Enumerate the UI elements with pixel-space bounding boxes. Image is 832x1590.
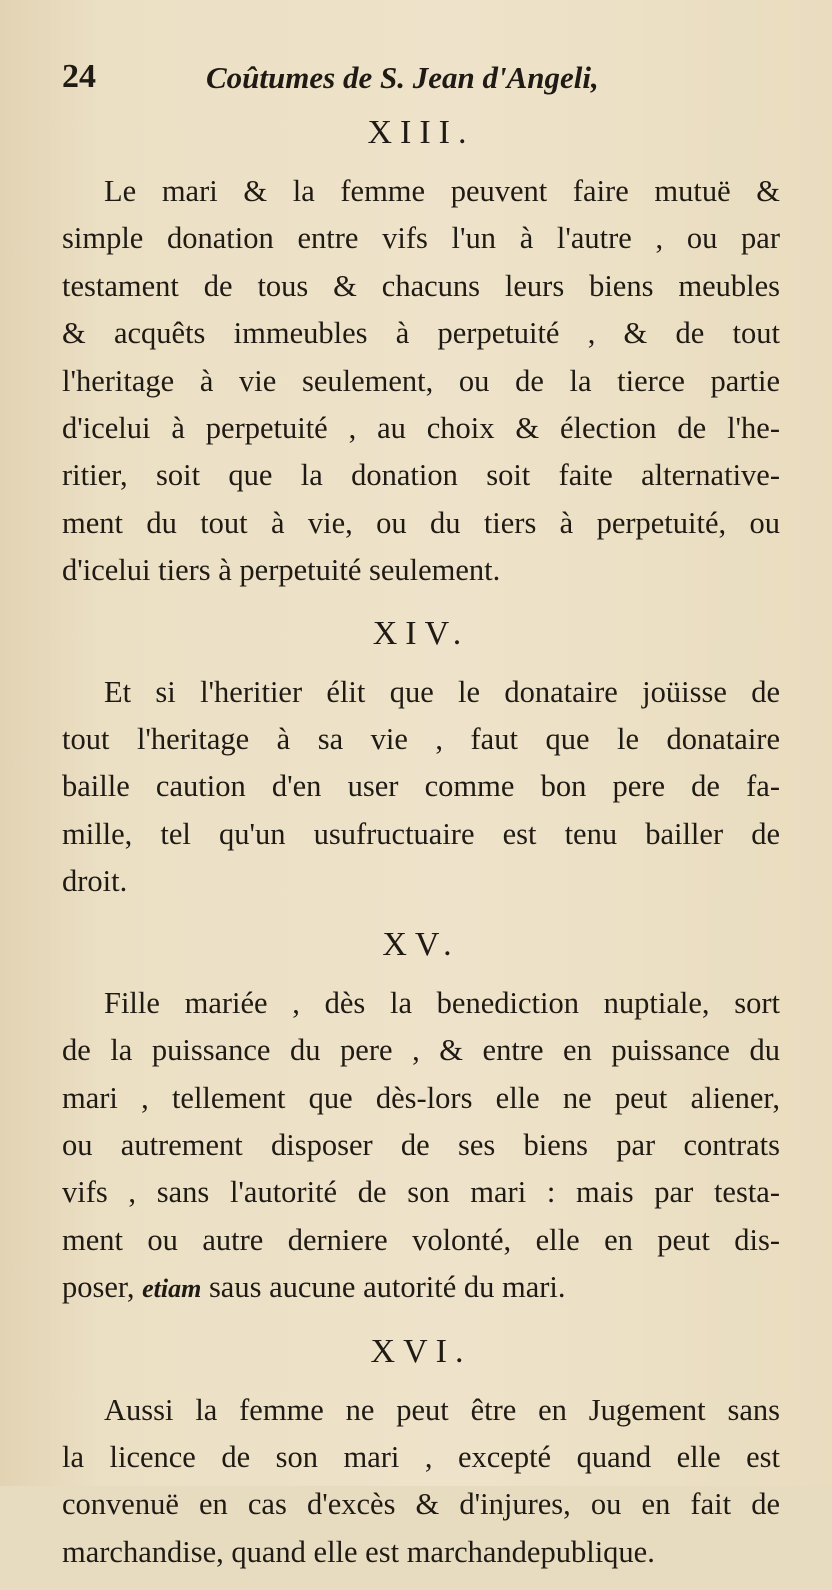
text-line: ment ou autre derniere volonté, elle en peut dis- (62, 1222, 780, 1257)
text-line: d'icelui tiers à perpetuité seulement. (62, 553, 501, 588)
text-line: convenuë en cas d'excès & d'injures, ou en fait de (62, 1487, 780, 1522)
text-line: Fille mariée , dès la benediction nuptiale, sort (104, 985, 780, 1020)
page-body (62, 108, 780, 1590)
text-line: Et si l'heritier élit que le donataire joüisse de (104, 674, 780, 709)
text-line: droit. (62, 864, 128, 899)
text-line: baille caution d'en user comme bon pere de fa- (62, 769, 780, 804)
text-line: Aussi la femme ne peut être en Jugement sans (104, 1392, 780, 1427)
text-line: ment du tout à vie, ou du tiers à perpetuité, ou (62, 505, 780, 540)
text-line: vifs , sans l'autorité de son mari : mais par testa- (62, 1175, 780, 1210)
text-line: mille, tel qu'un usufructuaire est tenu bailler de (62, 816, 780, 851)
text-line: tout l'heritage à sa vie , faut que le donataire (62, 722, 780, 757)
text-line: Le mari & la femme peuvent faire mutuë & (104, 174, 780, 208)
text-line: marchandise, quand elle est marchandepublique. (62, 1534, 655, 1569)
text-line: testament de tous & chacuns leurs biens meubles (62, 268, 780, 303)
text-line (62, 1264, 780, 1312)
text-line: d'icelui à perpetuité , au choix & élection de l'he- (62, 411, 780, 446)
page-number: 24 (62, 58, 96, 95)
article-xiii-text (62, 168, 780, 595)
article-xvi-text (62, 1387, 780, 1577)
text-fragment: poser, (62, 1270, 143, 1305)
text-line: l'heritage à vie seulement, ou de la tierce partie (62, 363, 780, 398)
text-line: ou autrement disposer de ses biens par contrats (62, 1127, 780, 1162)
latin-word: etiam (142, 1274, 202, 1304)
page-header (62, 58, 762, 98)
text-line: de la puissance du pere , & entre en puissance du (62, 1033, 780, 1068)
section-heading-xiv: XIV. (372, 614, 470, 652)
article-xv-text (62, 980, 780, 1313)
section-heading-xvi: XVI. (370, 1332, 472, 1370)
section-heading-xv: XV. (382, 925, 460, 963)
running-title: Coûtumes de S. Jean d'Angeli, (206, 60, 599, 95)
text-fragment: saus aucune autorité du mari. (201, 1270, 566, 1305)
article-xiv-text (62, 669, 780, 906)
text-line: & acquêts immeubles à perpetuité , & de tout (62, 316, 780, 351)
text-line: la licence de son mari , excepté quand elle est (62, 1439, 780, 1474)
text-line: ritier, soit que la donation soit faite alternative- (62, 458, 780, 493)
text-line: mari , tellement que dès-lors elle ne peut aliener, (62, 1080, 780, 1115)
section-heading-xiii: XIII. (367, 114, 475, 151)
text-line: simple donation entre vifs l'un à l'autre , ou par (62, 221, 780, 256)
